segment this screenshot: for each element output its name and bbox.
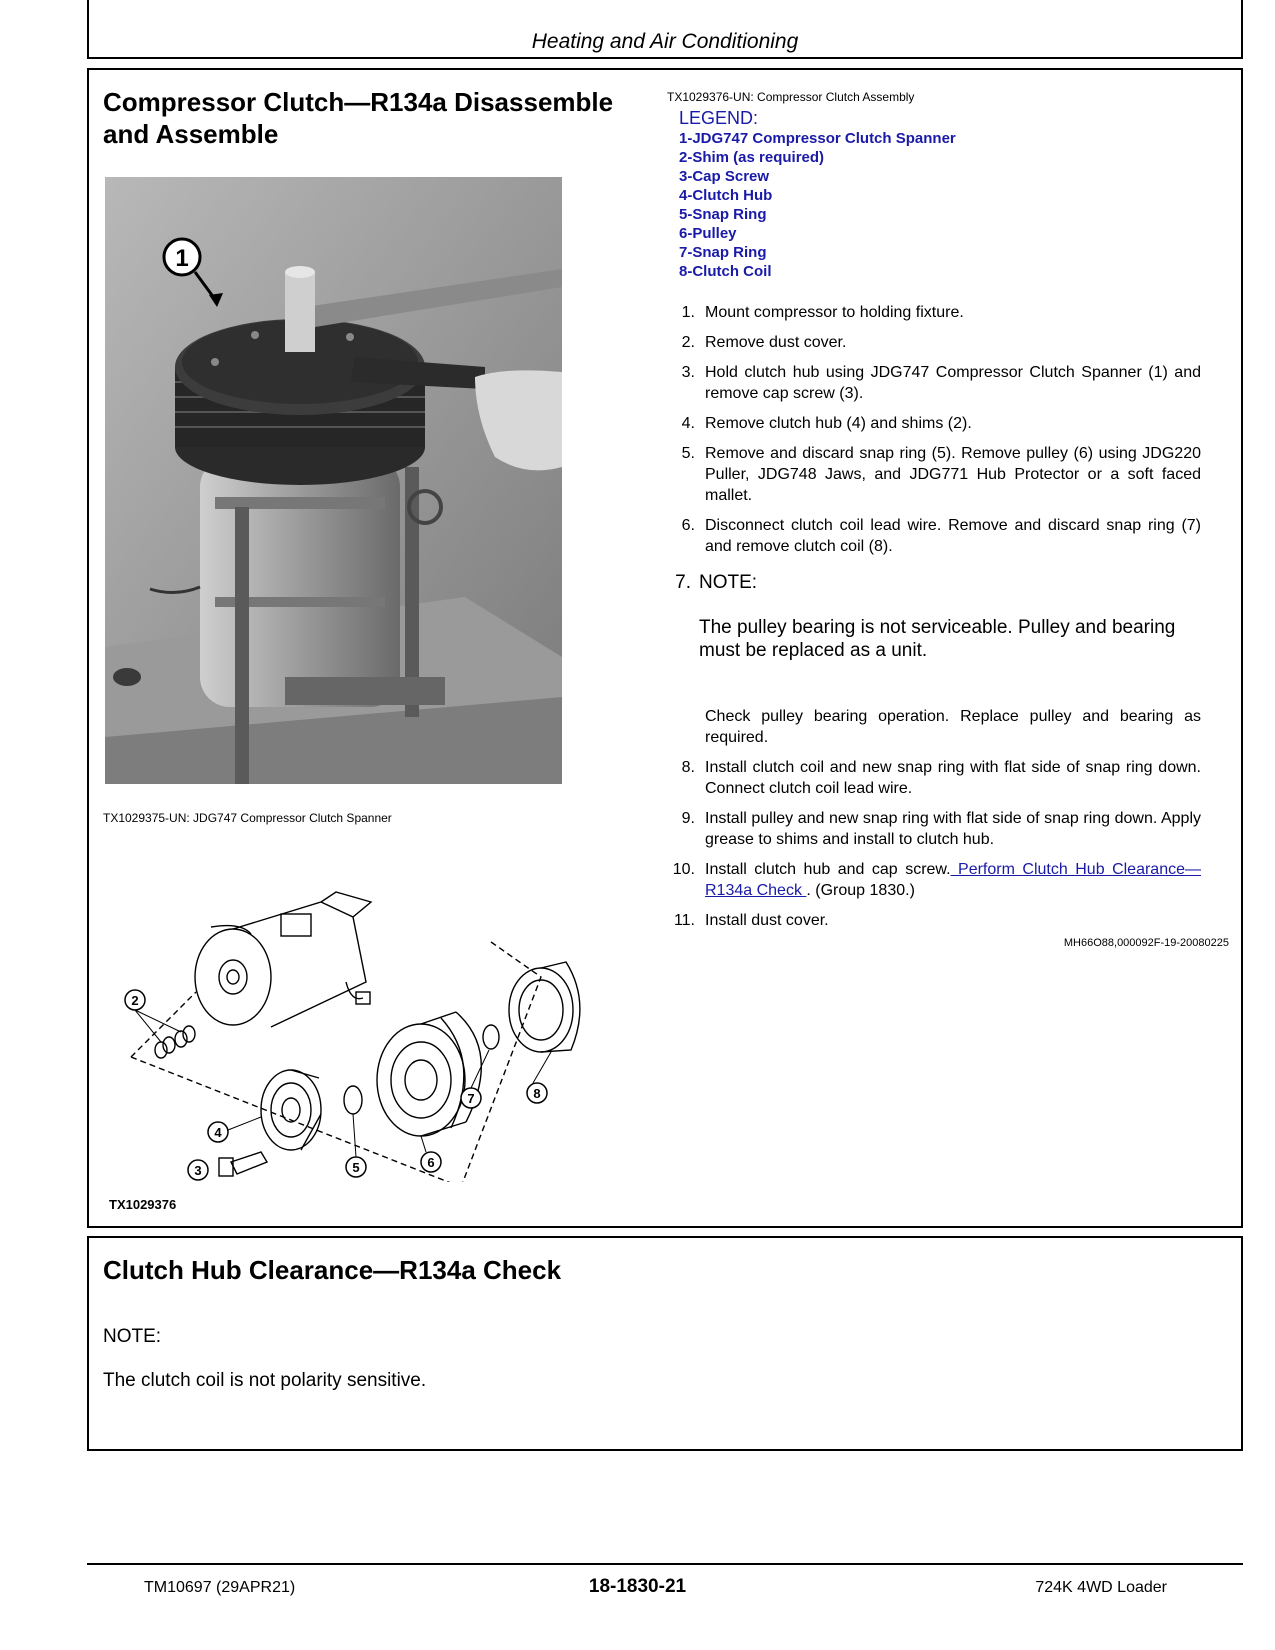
reference-code: MH66O88,000092F-19-20080225 bbox=[1063, 937, 1229, 949]
step-7-note: 7. NOTE: The pulley bearing is not serviceable. Pulley and bearing must be replaced as a unit. bbox=[667, 571, 1201, 662]
legend bbox=[679, 107, 956, 281]
step-4: 4. Remove clutch hub (4) and shims (2). bbox=[681, 415, 972, 432]
step-9: 9. Install pulley and new snap ring with flat side of snap ring down. Apply grease to shims and install to clutch hub. bbox=[681, 810, 1201, 848]
diagram-callout-6: 6 bbox=[427, 1155, 435, 1170]
step-8: 8. Install clutch coil and new snap ring with flat side of snap ring down. Connect clutch coil lead wire. bbox=[681, 759, 1201, 797]
footer-page-number: 18-1830-21 bbox=[588, 1576, 687, 1597]
diagram-callout-3: 3 bbox=[194, 1163, 202, 1178]
legend-item: 8-Clutch Coil bbox=[679, 263, 772, 280]
legend-item: 7-Snap Ring bbox=[679, 244, 767, 261]
legend-item: 2-Shim (as required) bbox=[679, 149, 825, 166]
step-7-continuation: Check pulley bearing operation. Replace pulley and bearing as required. bbox=[705, 708, 1201, 746]
header-title: Heating and Air Conditioning bbox=[531, 30, 799, 53]
legend-item: 6-Pulley bbox=[679, 225, 737, 242]
section-title: Clutch Hub Clearance—R134a Check bbox=[103, 1255, 562, 1285]
step-2: 2. Remove dust cover. bbox=[681, 334, 847, 351]
step-1: 1. Mount compressor to holding fixture. bbox=[681, 304, 964, 321]
spanner-photo bbox=[105, 177, 562, 784]
clutch-hub-clearance-link[interactable]: Perform Clutch Hub Clearance—R134a Check bbox=[705, 861, 1202, 899]
legend-item: 3-Cap Screw bbox=[679, 168, 770, 185]
legend-title: LEGEND: bbox=[679, 108, 759, 128]
diagram-id: TX1029376 bbox=[109, 1197, 177, 1212]
step-3: 3. Hold clutch hub using JDG747 Compressor Clutch Spanner (1) and remove cap screw (3). bbox=[681, 364, 1201, 402]
step-10: 10. Install clutch hub and cap screw. Perform Clutch Hub Clearance—R134a Check . (Group 1830.) bbox=[672, 861, 1202, 899]
diagram-callout-5: 5 bbox=[352, 1160, 360, 1175]
footer-model: 724K 4WD Loader bbox=[1035, 1579, 1167, 1596]
legend-item: 4-Clutch Hub bbox=[679, 187, 773, 204]
page-header bbox=[87, 0, 1243, 59]
note-label: NOTE: bbox=[699, 572, 758, 593]
step-5: 5. Remove and discard snap ring (5). Remove pulley (6) using JDG220 Puller, JDG748 Jaws, and JDG771 Hub Protector or a soft faced mallet. bbox=[681, 445, 1201, 504]
section-title: Compressor Clutch—R134a Disassemble and Assemble bbox=[103, 87, 614, 149]
step-6: 6. Disconnect clutch coil lead wire. Remove and discard snap ring (7) and remove clutch coil (8). bbox=[681, 517, 1201, 555]
diagram-callout-8: 8 bbox=[533, 1086, 541, 1101]
note-text: The clutch coil is not polarity sensitive. bbox=[103, 1370, 427, 1391]
footer-manual-id: TM10697 (29APR21) bbox=[144, 1579, 296, 1596]
procedure-steps bbox=[667, 302, 1201, 940]
exploded-diagram bbox=[121, 862, 591, 1182]
photo-callout-1: 1 bbox=[175, 245, 189, 272]
diagram-callout-4: 4 bbox=[214, 1125, 222, 1140]
diagram-callout-2: 2 bbox=[131, 993, 139, 1008]
step-11: 11. Install dust cover. bbox=[673, 912, 829, 929]
note-text: The pulley bearing is not serviceable. Pulley and bearing must be replaced as a unit. bbox=[699, 617, 1176, 661]
legend-item: 5-Snap Ring bbox=[679, 206, 767, 223]
note-label: NOTE: bbox=[103, 1326, 162, 1347]
section-compressor-clutch bbox=[87, 68, 1243, 1228]
diagram-callout-7: 7 bbox=[467, 1091, 475, 1106]
figure-caption: TX1029376-UN: Compressor Clutch Assembly bbox=[667, 90, 915, 104]
photo-caption: TX1029375-UN: JDG747 Compressor Clutch Spanner bbox=[103, 811, 392, 825]
section-clutch-hub-clearance bbox=[87, 1236, 1243, 1451]
legend-item: 1-JDG747 Compressor Clutch Spanner bbox=[679, 130, 956, 147]
footer-divider bbox=[87, 1563, 1243, 1565]
